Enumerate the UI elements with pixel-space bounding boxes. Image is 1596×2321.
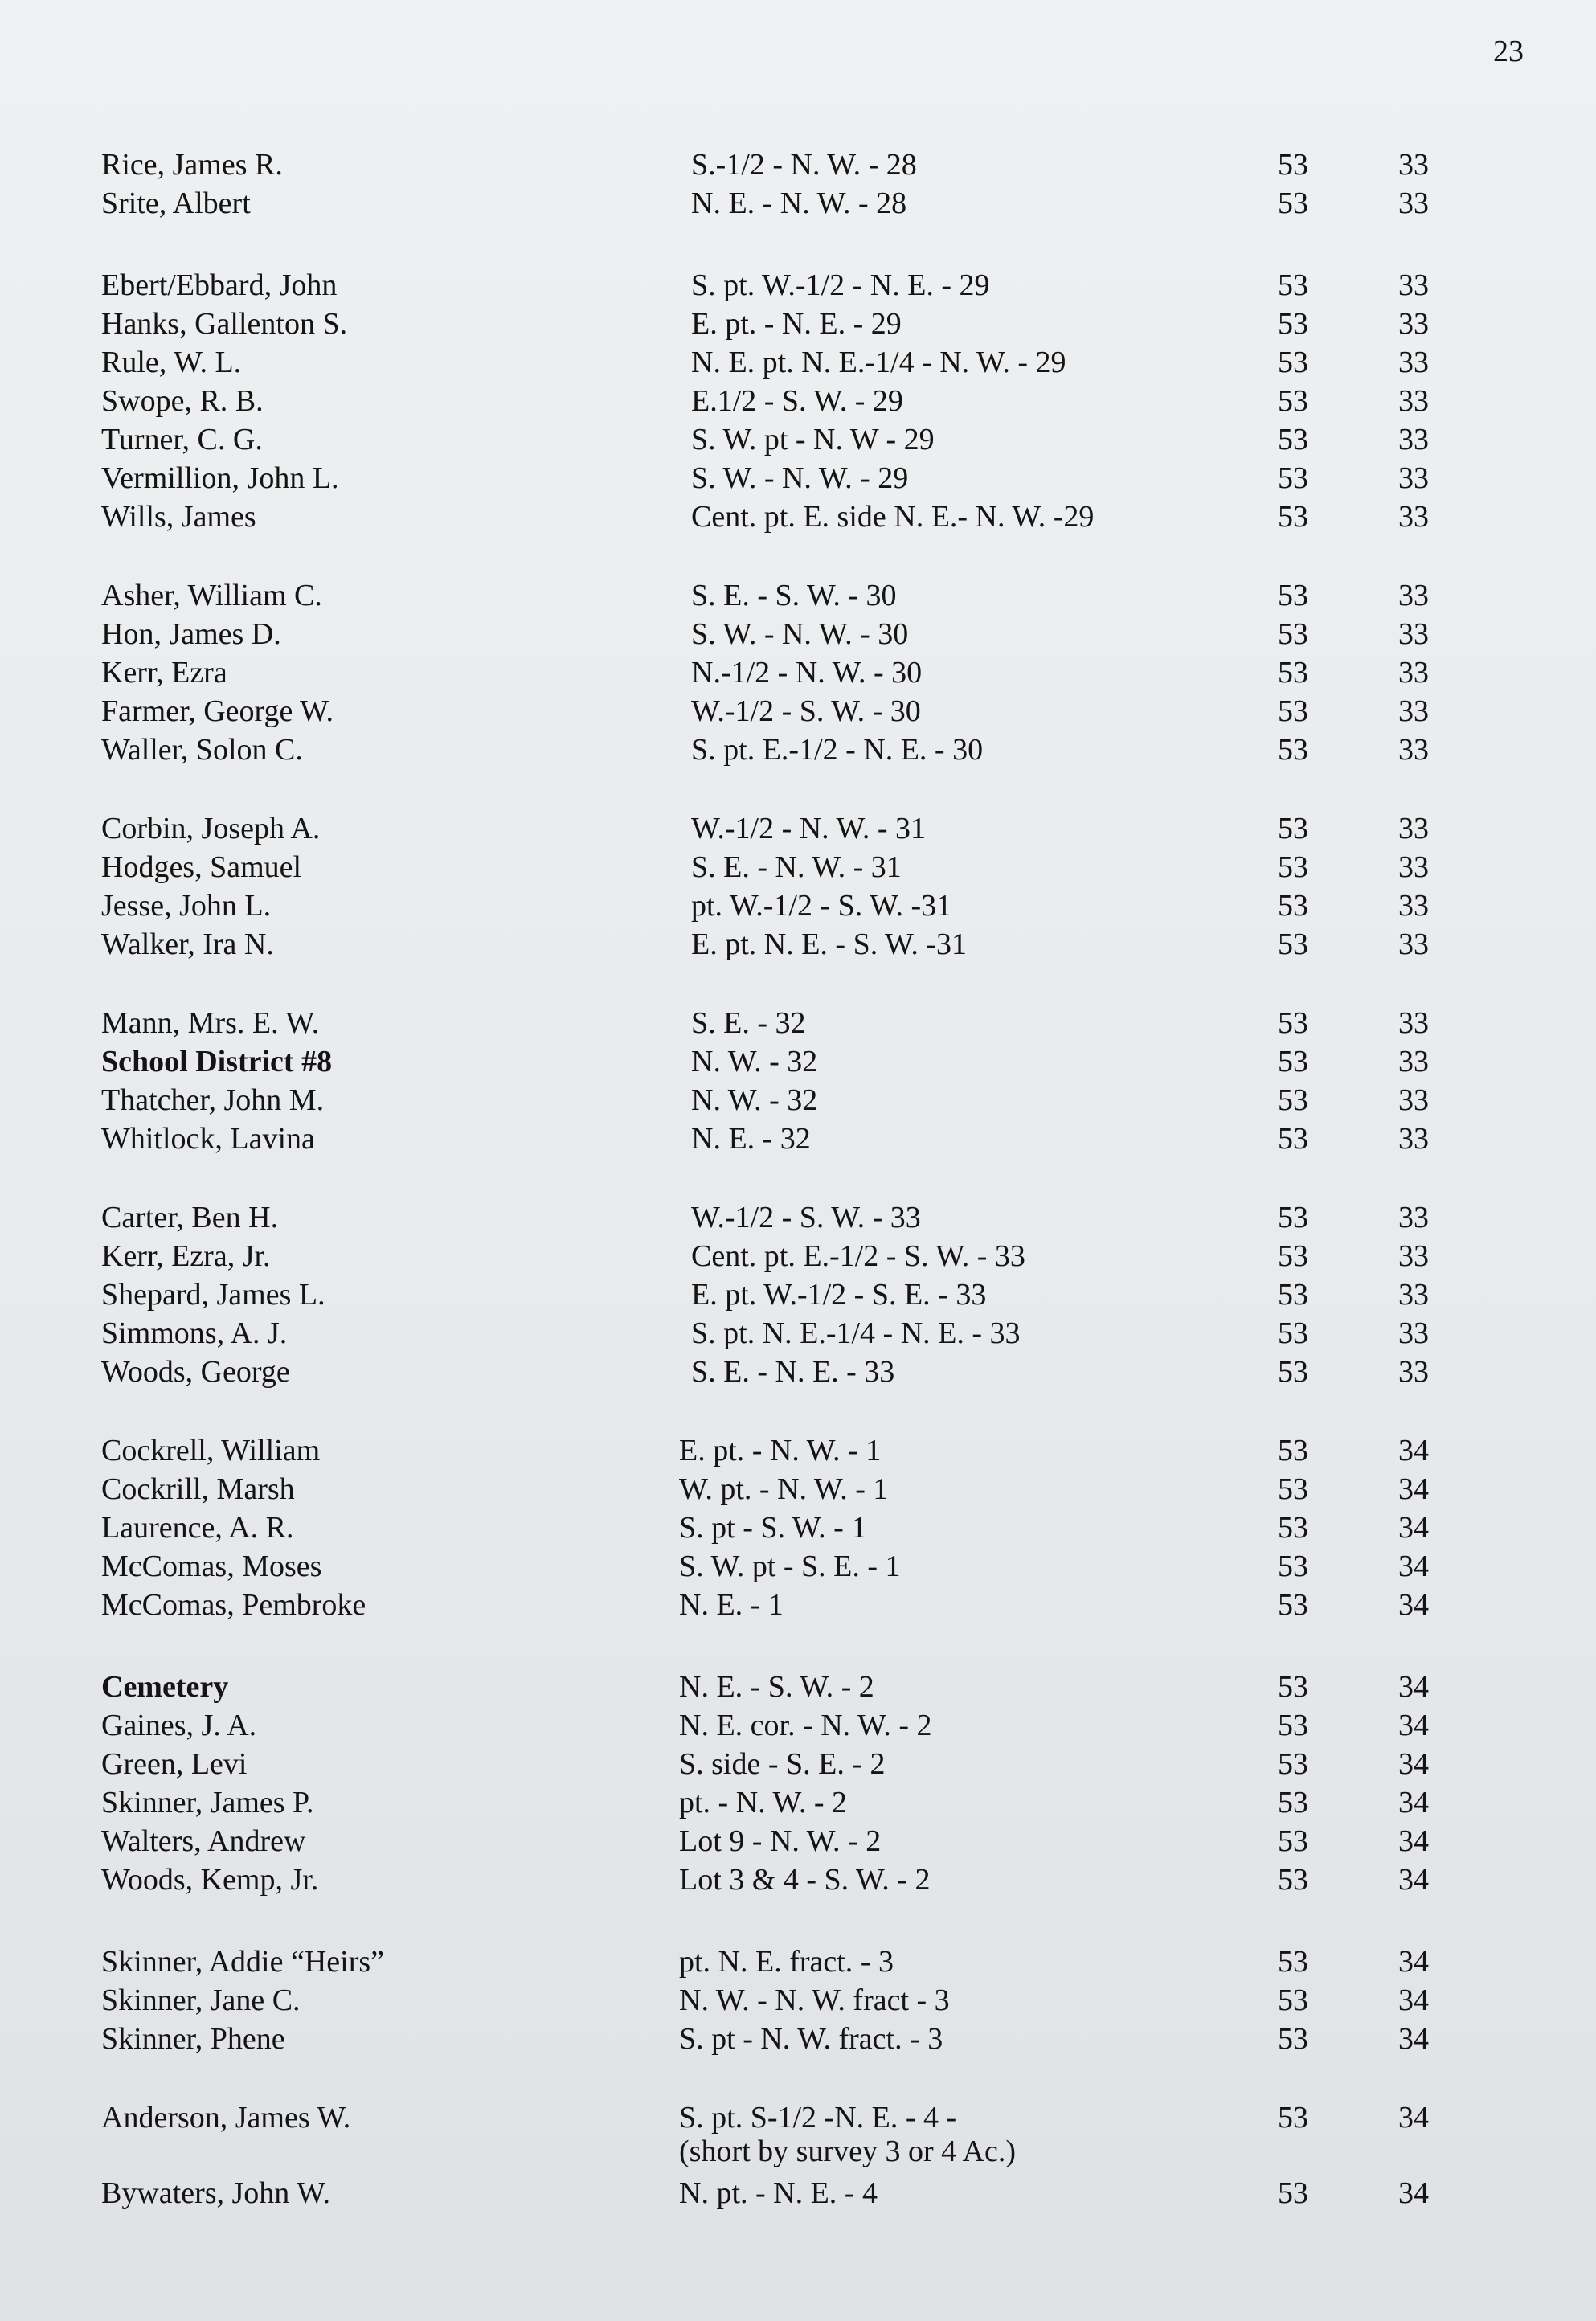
table-row	[0, 458, 1596, 498]
range-number: 34	[1398, 1709, 1429, 1742]
range-number: 33	[1398, 1278, 1429, 1312]
owner-name: School District #8	[101, 1045, 333, 1079]
township-number: 53	[1278, 2176, 1308, 2210]
table-row	[0, 1705, 1596, 1746]
township-number: 53	[1278, 2022, 1308, 2056]
owner-name: Walters, Andrew	[101, 1824, 306, 1858]
owner-name: Skinner, Phene	[101, 2022, 285, 2056]
range-number: 34	[1398, 1549, 1429, 1583]
township-number: 53	[1278, 656, 1308, 690]
owner-name: Green, Levi	[101, 1747, 248, 1781]
land-description: E. pt. W.-1/2 - S. E. - 33	[691, 1278, 987, 1312]
owner-name: Swope, R. B.	[101, 384, 264, 418]
township-number: 53	[1278, 1824, 1308, 1858]
land-description: N. E. cor. - N. W. - 2	[679, 1709, 932, 1742]
township-number: 53	[1278, 1983, 1308, 2017]
table-row	[0, 886, 1596, 926]
owner-name: Anderson, James W.	[101, 2101, 351, 2135]
table-row	[0, 1236, 1596, 1276]
table-row	[0, 1313, 1596, 1353]
owner-name: Asher, William C.	[101, 579, 322, 612]
owner-name: Woods, Kemp, Jr.	[101, 1863, 319, 1897]
table-row	[0, 1546, 1596, 1586]
land-description: N. W. - 32	[691, 1045, 818, 1079]
owner-name: Waller, Solon C.	[101, 733, 303, 767]
owner-name: Cockrill, Marsh	[101, 1472, 295, 1506]
table-row	[0, 1431, 1596, 1471]
range-number: 33	[1398, 850, 1429, 884]
range-number: 34	[1398, 1863, 1429, 1897]
land-description: S. pt. E.-1/2 - N. E. - 30	[691, 733, 984, 767]
table-row	[0, 304, 1596, 344]
land-description: S.-1/2 - N. W. - 28	[691, 148, 917, 182]
owner-name: Hon, James D.	[101, 617, 281, 651]
table-row	[0, 420, 1596, 460]
owner-name: Laurence, A. R.	[101, 1511, 294, 1545]
land-description: N. E. pt. N. E.-1/4 - N. W. - 29	[691, 346, 1066, 379]
land-description: S. W. pt - S. E. - 1	[679, 1549, 901, 1583]
township-number: 53	[1278, 461, 1308, 495]
range-number: 33	[1398, 186, 1429, 220]
table-row	[0, 342, 1596, 383]
range-number: 34	[1398, 2101, 1429, 2135]
owner-name: Cockrell, William	[101, 1434, 321, 1468]
table-row	[0, 1042, 1596, 1082]
township-number: 53	[1278, 1045, 1308, 1079]
land-description: N. W. - N. W. fract - 3	[679, 1983, 950, 2017]
owner-name: Skinner, Jane C.	[101, 1983, 301, 2017]
table-row	[0, 1197, 1596, 1238]
township-number: 53	[1278, 346, 1308, 379]
township-number: 53	[1278, 889, 1308, 923]
range-number: 33	[1398, 346, 1429, 379]
township-number: 53	[1278, 1355, 1308, 1389]
township-number: 53	[1278, 1511, 1308, 1545]
table-row	[0, 847, 1596, 887]
table-row	[0, 1119, 1596, 1159]
table-row	[0, 691, 1596, 731]
land-description: E. pt. - N. W. - 1	[679, 1434, 882, 1468]
township-number: 53	[1278, 1670, 1308, 1704]
range-number: 34	[1398, 1472, 1429, 1506]
owner-name: Skinner, Addie “Heirs”	[101, 1945, 385, 1979]
township-number: 53	[1278, 1278, 1308, 1312]
table-row	[0, 1744, 1596, 1784]
township-number: 53	[1278, 307, 1308, 341]
table-row	[0, 614, 1596, 654]
township-number: 53	[1278, 1945, 1308, 1979]
owner-name: Walker, Ira N.	[101, 927, 274, 961]
township-number: 53	[1278, 1434, 1308, 1468]
township-number: 53	[1278, 1709, 1308, 1742]
table-row	[0, 1469, 1596, 1509]
table-row	[0, 924, 1596, 964]
range-number: 33	[1398, 1006, 1429, 1040]
owner-name: Jesse, John L.	[101, 889, 272, 923]
township-number: 53	[1278, 812, 1308, 845]
range-number: 34	[1398, 2022, 1429, 2056]
land-description: Cent. pt. E.-1/2 - S. W. - 33	[691, 1239, 1025, 1273]
range-number: 34	[1398, 1983, 1429, 2017]
range-number: 33	[1398, 500, 1429, 534]
land-description: W.-1/2 - S. W. - 33	[691, 1201, 921, 1234]
owner-name: Farmer, George W.	[101, 694, 334, 728]
township-number: 53	[1278, 850, 1308, 884]
table-row	[0, 2131, 1596, 2172]
table-row	[0, 1352, 1596, 1392]
township-number: 53	[1278, 1083, 1308, 1117]
owner-name: Kerr, Ezra, Jr.	[101, 1239, 271, 1273]
township-number: 53	[1278, 617, 1308, 651]
owner-name: Hanks, Gallenton S.	[101, 307, 348, 341]
township-number: 53	[1278, 384, 1308, 418]
owner-name: Gaines, J. A.	[101, 1709, 257, 1742]
range-number: 34	[1398, 1786, 1429, 1820]
township-number: 53	[1278, 1122, 1308, 1156]
range-number: 34	[1398, 1945, 1429, 1979]
township-number: 53	[1278, 1316, 1308, 1350]
land-description: (short by survey 3 or 4 Ac.)	[679, 2135, 1016, 2168]
owner-name: Shepard, James L.	[101, 1278, 325, 1312]
range-number: 33	[1398, 694, 1429, 728]
range-number: 33	[1398, 384, 1429, 418]
range-number: 33	[1398, 1045, 1429, 1079]
land-description: S. E. - 32	[691, 1006, 806, 1040]
range-number: 33	[1398, 617, 1429, 651]
land-description: Lot 3 & 4 - S. W. - 2	[679, 1863, 931, 1897]
table-row	[0, 183, 1596, 223]
land-description: E. pt. - N. E. - 29	[691, 307, 902, 341]
table-row	[0, 265, 1596, 305]
township-number: 53	[1278, 186, 1308, 220]
range-number: 33	[1398, 656, 1429, 690]
township-number: 53	[1278, 1006, 1308, 1040]
land-description: N. W. - 32	[691, 1083, 818, 1117]
land-description: W. pt. - N. W. - 1	[679, 1472, 889, 1506]
owner-name: Turner, C. G.	[101, 423, 263, 456]
owner-name: Ebert/Ebbard, John	[101, 268, 338, 302]
owner-name: Hodges, Samuel	[101, 850, 302, 884]
township-number: 53	[1278, 1747, 1308, 1781]
land-description: S. side - S. E. - 2	[679, 1747, 886, 1781]
township-number: 53	[1278, 1588, 1308, 1622]
land-description: pt. - N. W. - 2	[679, 1786, 847, 1820]
range-number: 34	[1398, 1511, 1429, 1545]
owner-name: Srite, Albert	[101, 186, 251, 220]
range-number: 34	[1398, 1747, 1429, 1781]
range-number: 34	[1398, 1824, 1429, 1858]
owner-name: Mann, Mrs. E. W.	[101, 1006, 320, 1040]
range-number: 34	[1398, 1434, 1429, 1468]
land-description: S. pt - S. W. - 1	[679, 1511, 867, 1545]
township-number: 53	[1278, 579, 1308, 612]
township-number: 53	[1278, 1201, 1308, 1234]
township-number: 53	[1278, 1549, 1308, 1583]
table-row	[0, 1080, 1596, 1120]
range-number: 33	[1398, 423, 1429, 456]
land-description: S. pt. S-1/2 -N. E. - 4 -	[679, 2101, 957, 2135]
land-description: S. W. pt - N. W - 29	[691, 423, 935, 456]
land-description: E. pt. N. E. - S. W. -31	[691, 927, 968, 961]
township-number: 53	[1278, 148, 1308, 182]
table-row	[0, 1275, 1596, 1315]
land-description: S. E. - N. E. - 33	[691, 1355, 895, 1389]
owner-name: Kerr, Ezra	[101, 656, 227, 690]
table-row	[0, 2173, 1596, 2213]
range-number: 33	[1398, 1122, 1429, 1156]
table-row	[0, 1508, 1596, 1548]
owner-name: Vermillion, John L.	[101, 461, 339, 495]
owner-name: Rule, W. L.	[101, 346, 242, 379]
township-number: 53	[1278, 268, 1308, 302]
range-number: 33	[1398, 579, 1429, 612]
township-number: 53	[1278, 927, 1308, 961]
page-number: 23	[1493, 35, 1524, 68]
owner-name: Bywaters, John W.	[101, 2176, 330, 2210]
land-description: E.1/2 - S. W. - 29	[691, 384, 903, 418]
land-description: N. E. - 1	[679, 1588, 784, 1622]
table-row	[0, 1821, 1596, 1861]
range-number: 33	[1398, 1201, 1429, 1234]
range-number: 33	[1398, 1316, 1429, 1350]
land-description: pt. N. E. fract. - 3	[679, 1945, 894, 1979]
range-number: 33	[1398, 889, 1429, 923]
owner-name: Woods, George	[101, 1355, 290, 1389]
township-number: 53	[1278, 1786, 1308, 1820]
owner-name: Rice, James R.	[101, 148, 283, 182]
township-number: 53	[1278, 733, 1308, 767]
township-number: 53	[1278, 1863, 1308, 1897]
township-number: 53	[1278, 423, 1308, 456]
township-number: 53	[1278, 1239, 1308, 1273]
range-number: 33	[1398, 268, 1429, 302]
table-row	[0, 653, 1596, 693]
land-description: W.-1/2 - N. W. - 31	[691, 812, 927, 845]
land-description: N. E. - 32	[691, 1122, 811, 1156]
land-description: N.-1/2 - N. W. - 30	[691, 656, 923, 690]
range-number: 33	[1398, 148, 1429, 182]
land-description: S. pt - N. W. fract. - 3	[679, 2022, 943, 2056]
township-number: 53	[1278, 500, 1308, 534]
land-description: S. E. - S. W. - 30	[691, 579, 897, 612]
owner-name: Skinner, James P.	[101, 1786, 314, 1820]
range-number: 33	[1398, 812, 1429, 845]
owner-name: Carter, Ben H.	[101, 1201, 279, 1234]
owner-name: Thatcher, John M.	[101, 1083, 325, 1117]
table-row	[0, 730, 1596, 770]
table-row	[0, 1585, 1596, 1625]
table-row	[0, 575, 1596, 616]
land-description: N. pt. - N. E. - 4	[679, 2176, 878, 2210]
table-row	[0, 1942, 1596, 1982]
land-description: S. W. - N. W. - 30	[691, 617, 909, 651]
range-number: 33	[1398, 1239, 1429, 1273]
land-description: N. E. - N. W. - 28	[691, 186, 907, 220]
land-description: N. E. - S. W. - 2	[679, 1670, 874, 1704]
table-row	[0, 497, 1596, 537]
land-description: Cent. pt. E. side N. E.- N. W. -29	[691, 500, 1095, 534]
table-row	[0, 1667, 1596, 1707]
table-row	[0, 1783, 1596, 1823]
land-description: Lot 9 - N. W. - 2	[679, 1824, 882, 1858]
table-row	[0, 1980, 1596, 2020]
owner-name: Simmons, A. J.	[101, 1316, 288, 1350]
land-description: S. E. - N. W. - 31	[691, 850, 902, 884]
township-number: 53	[1278, 694, 1308, 728]
owner-name: McComas, Pembroke	[101, 1588, 366, 1622]
range-number: 33	[1398, 1083, 1429, 1117]
township-number: 53	[1278, 1472, 1308, 1506]
land-description: S. W. - N. W. - 29	[691, 461, 909, 495]
range-number: 33	[1398, 307, 1429, 341]
range-number: 33	[1398, 1355, 1429, 1389]
owner-name: Cemetery	[101, 1670, 229, 1704]
table-row	[0, 145, 1596, 185]
range-number: 33	[1398, 733, 1429, 767]
owner-name: Wills, James	[101, 500, 256, 534]
range-number: 34	[1398, 1588, 1429, 1622]
land-description: S. pt. W.-1/2 - N. E. - 29	[691, 268, 990, 302]
table-row	[0, 808, 1596, 849]
table-row	[0, 1003, 1596, 1043]
range-number: 34	[1398, 2176, 1429, 2210]
land-description: W.-1/2 - S. W. - 30	[691, 694, 921, 728]
table-row	[0, 381, 1596, 421]
table-row	[0, 1860, 1596, 1900]
range-number: 33	[1398, 927, 1429, 961]
land-description: pt. W.-1/2 - S. W. -31	[691, 889, 952, 923]
range-number: 33	[1398, 461, 1429, 495]
owner-name: McComas, Moses	[101, 1549, 322, 1583]
range-number: 34	[1398, 1670, 1429, 1704]
table-row	[0, 2019, 1596, 2059]
owner-name: Corbin, Joseph A.	[101, 812, 321, 845]
owner-name: Whitlock, Lavina	[101, 1122, 315, 1156]
township-number: 53	[1278, 2101, 1308, 2135]
land-description: S. pt. N. E.-1/4 - N. E. - 33	[691, 1316, 1021, 1350]
